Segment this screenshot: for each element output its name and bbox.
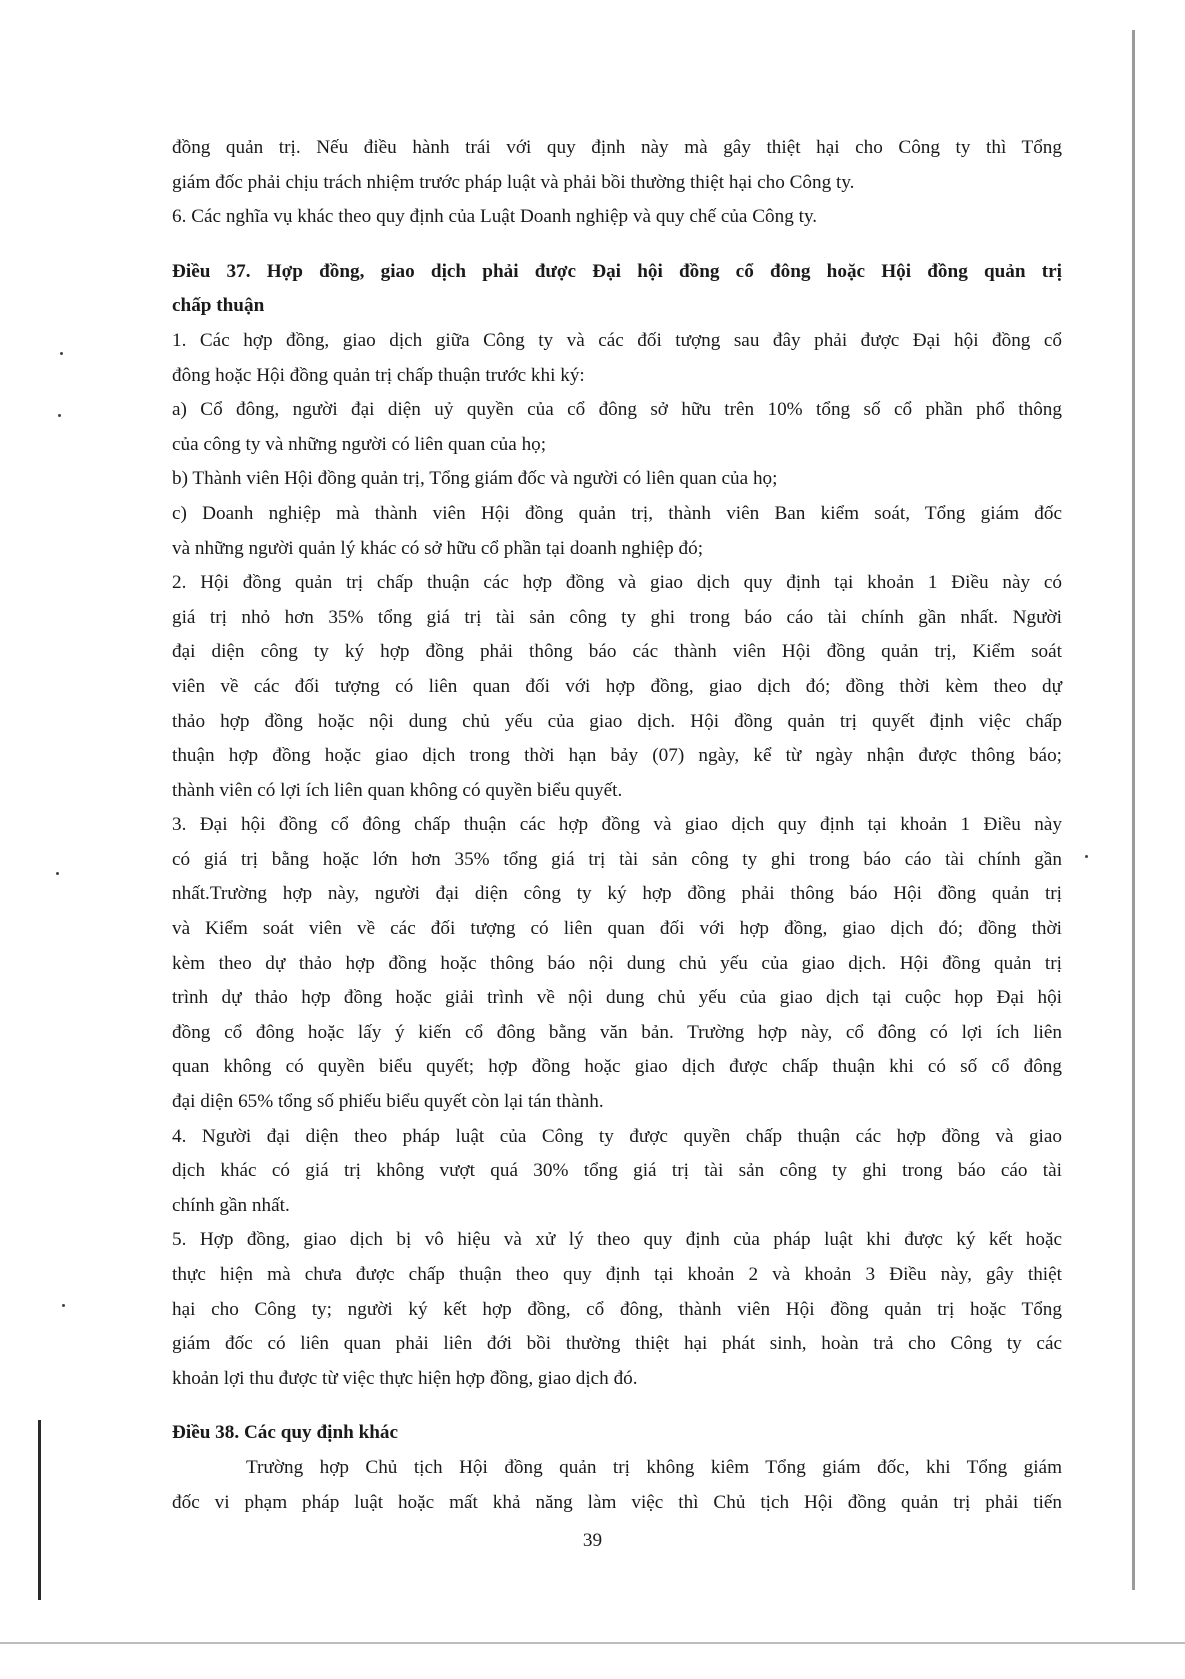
paragraph-line: đồng quản trị. Nếu điều hành trái với quy định này mà gây thiệt hại cho Công ty thì Tổng bbox=[172, 137, 1062, 158]
scan-speck bbox=[62, 1304, 65, 1307]
article-37-heading: Điều 37. Hợp đồng, giao dịch phải được Đại hội đồng cổ đông hoặc Hội đồng quản trị bbox=[172, 260, 1062, 282]
paragraph-line: của công ty và những người có liên quan của họ; bbox=[172, 433, 547, 455]
scan-edge-left bbox=[38, 1420, 41, 1600]
paragraph-line: 6. Các nghĩa vụ khác theo quy định của Luật Doanh nghiệp và quy chế của Công ty. bbox=[172, 206, 818, 228]
scan-speck bbox=[56, 872, 59, 875]
scan-speck bbox=[60, 352, 63, 355]
paragraph-line: giám đốc phải chịu trách nhiệm trước pháp luật và phải bồi thường thiệt hại cho Công ty. bbox=[172, 171, 855, 193]
paragraph-line: nhất.Trường hợp này, người đại diện công ty ký hợp đồng phải thông báo Hội đồng quản trị bbox=[172, 883, 1062, 905]
scan-speck bbox=[1085, 855, 1088, 858]
paragraph-line: chính gần nhất. bbox=[172, 1194, 290, 1216]
section-gap bbox=[172, 1396, 1062, 1416]
paragraph-line: giám đốc có liên quan phải liên đới bồi thường thiệt hại phát sinh, hoàn trả cho Công ty các bbox=[172, 1333, 1062, 1355]
paragraph-line: quan không có quyền biểu quyết; hợp đồng hoặc giao dịch được chấp thuận khi có số cổ đông bbox=[172, 1056, 1062, 1078]
paragraph-line: a) Cổ đông, người đại diện uỷ quyền của cổ đông sở hữu trên 10% tổng số cổ phần phổ thông bbox=[172, 399, 1062, 421]
paragraph-line: đông hoặc Hội đồng quản trị chấp thuận trước khi ký: bbox=[172, 364, 585, 386]
paragraph-line: và Kiểm soát viên về các đối tượng có liên quan đối với hợp đồng, giao dịch đó; đồng thời bbox=[172, 918, 1062, 940]
document-body bbox=[172, 131, 1062, 1520]
paragraph-line: 4. Người đại diện theo pháp luật của Công ty được quyền chấp thuận các hợp đồng và giao bbox=[172, 1125, 1062, 1147]
paragraph-line: Trường hợp Chủ tịch Hội đồng quản trị không kiêm Tổng giám đốc, khi Tổng giám bbox=[246, 1456, 1062, 1478]
scan-speck bbox=[58, 414, 61, 417]
article-38-heading: Điều 38. Các quy định khác bbox=[172, 1422, 399, 1444]
paragraph-line: hại cho Công ty; người ký kết hợp đồng, cổ đông, thành viên Hội đồng quản trị hoặc Tổng bbox=[172, 1298, 1062, 1320]
paragraph-line: có giá trị bằng hoặc lớn hơn 35% tổng giá trị tài sản công ty ghi trong báo cáo tài chính gần bbox=[172, 848, 1062, 870]
paragraph-line: và những người quản lý khác có sở hữu cổ phần tại doanh nghiệp đó; bbox=[172, 537, 704, 559]
paragraph-line: thảo hợp đồng hoặc nội dung chủ yếu của giao dịch. Hội đồng quản trị quyết định việc chấp bbox=[172, 710, 1062, 732]
paragraph-line: thực hiện mà chưa được chấp thuận theo quy định tại khoản 2 và khoản 3 Điều này, gây thiệt bbox=[172, 1264, 1062, 1285]
paragraph-line: khoản lợi thu được từ việc thực hiện hợp đồng, giao dịch đó. bbox=[172, 1367, 638, 1389]
paragraph-line: giá trị nhỏ hơn 35% tổng giá trị tài sản công ty ghi trong báo cáo tài chính gần nhất. Người bbox=[172, 606, 1062, 628]
scan-edge-right bbox=[1132, 30, 1135, 1590]
paragraph-line: 3. Đại hội đồng cổ đông chấp thuận các hợp đồng và giao dịch quy định tại khoản 1 Điều này bbox=[172, 814, 1062, 836]
paragraph-line: đồng cổ đông hoặc lấy ý kiến cổ đông bằng văn bản. Trường hợp này, cổ đông có lợi ích liên bbox=[172, 1021, 1062, 1043]
paragraph-line: 2. Hội đồng quản trị chấp thuận các hợp đồng và giao dịch quy định tại khoản 1 Điều này có bbox=[172, 572, 1062, 594]
paragraph-line: đại diện 65% tổng số phiếu biểu quyết còn lại tán thành. bbox=[172, 1091, 604, 1113]
paragraph-line: thành viên có lợi ích liên quan không có quyền biểu quyết. bbox=[172, 779, 623, 801]
paragraph-line: thuận hợp đồng hoặc giao dịch trong thời hạn bảy (07) ngày, kể từ ngày nhận được thông báo; bbox=[172, 745, 1062, 767]
paragraph-line: 1. Các hợp đồng, giao dịch giữa Công ty và các đối tượng sau đây phải được Đại hội đồng cổ bbox=[172, 329, 1062, 351]
paragraph-line: đốc vi phạm pháp luật hoặc mất khả năng làm việc thì Chủ tịch Hội đồng quản trị phải tiến bbox=[172, 1491, 1062, 1513]
paragraph-line: đại diện công ty ký hợp đồng phải thông báo các thành viên Hội đồng quản trị, Kiểm soát bbox=[172, 641, 1062, 663]
paragraph-line: viên về các đối tượng có liên quan đối với hợp đồng, giao dịch đó; đồng thời kèm theo dự bbox=[172, 675, 1062, 697]
paragraph-line: 5. Hợp đồng, giao dịch bị vô hiệu và xử lý theo quy định của pháp luật khi được ký kết hoặc bbox=[172, 1229, 1062, 1251]
article-37-heading-cont: chấp thuận bbox=[172, 295, 265, 317]
scan-edge-bottom bbox=[0, 1642, 1185, 1644]
page-number: 39 bbox=[582, 1530, 603, 1551]
paragraph-line: dịch khác có giá trị không vượt quá 30% tổng giá trị tài sản công ty ghi trong báo cáo tài bbox=[172, 1160, 1062, 1182]
paragraph-line: b) Thành viên Hội đồng quản trị, Tổng giám đốc và người có liên quan của họ; bbox=[172, 468, 778, 490]
paragraph-line: trình dự thảo hợp đồng hoặc giải trình về nội dung chủ yếu của giao dịch tại cuộc họp Đại hội bbox=[172, 987, 1062, 1009]
paragraph-line: c) Doanh nghiệp mà thành viên Hội đồng quản trị, thành viên Ban kiểm soát, Tổng giám đốc bbox=[172, 502, 1062, 524]
paragraph-line: kèm theo dự thảo hợp đồng hoặc thông báo nội dung chủ yếu của giao dịch. Hội đồng quản trị bbox=[172, 952, 1062, 974]
section-gap bbox=[172, 235, 1062, 255]
